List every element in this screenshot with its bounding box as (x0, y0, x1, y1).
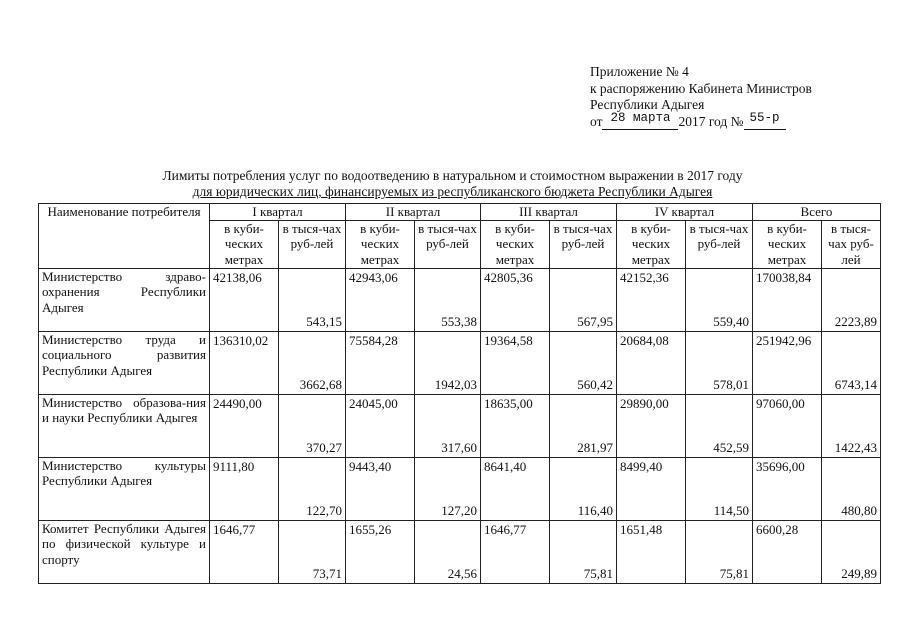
cost-cell (415, 520, 481, 583)
number-blank (744, 111, 786, 130)
volume-value: 18635,00 (484, 395, 533, 411)
cost-cell (415, 394, 481, 457)
cost-value: 553,38 (441, 314, 477, 329)
volume-cell (617, 268, 686, 331)
cost-value: 2223,89 (834, 314, 877, 329)
header-period: III квартал (481, 204, 617, 221)
consumer-name: Министерство труда и социального развития Республики Адыгея (39, 331, 210, 394)
cost-cell (822, 394, 881, 457)
table-row (39, 520, 881, 583)
cost-value: 1942,03 (434, 377, 477, 392)
appendix-republic: Республики Адыгея (590, 97, 705, 112)
cost-value: 560,42 (577, 377, 613, 392)
cost-value: 370,27 (306, 440, 342, 455)
volume-cell (346, 268, 415, 331)
cost-value: 75,81 (719, 566, 749, 581)
date-prefix: от (590, 113, 603, 129)
cost-cell (550, 394, 617, 457)
volume-value: 1646,77 (213, 521, 256, 537)
volume-cell (481, 331, 550, 394)
document-title (0, 168, 905, 200)
subheader-cost: в тыся-чах руб-лей (822, 220, 881, 268)
volume-cell (210, 331, 279, 394)
cost-value: 114,50 (713, 503, 749, 518)
subheader-volume: в куби-ческих метрах (346, 220, 415, 268)
title-line-1: Лимиты потребления услуг по водоотведению в натуральном и стоимостном выражении в 2017 году (162, 168, 743, 183)
volume-cell (346, 394, 415, 457)
volume-cell (617, 520, 686, 583)
cost-cell (279, 394, 346, 457)
cost-cell (550, 268, 617, 331)
cost-value: 116,40 (577, 503, 613, 518)
table-row (39, 268, 881, 331)
cost-value: 452,59 (713, 440, 749, 455)
header-period: I квартал (210, 204, 346, 221)
subheader-volume: в куби-ческих метрах (481, 220, 550, 268)
volume-cell (481, 268, 550, 331)
cost-value: 127,20 (441, 503, 477, 518)
cost-cell (822, 457, 881, 520)
volume-value: 42138,06 (213, 269, 262, 285)
cost-cell (686, 394, 753, 457)
volume-value: 9443,40 (349, 458, 392, 474)
volume-value: 24045,00 (349, 395, 398, 411)
volume-value: 24490,00 (213, 395, 262, 411)
title-line-2: для юридических лиц, финансируемых из республиканского бюджета Республики Адыгея (192, 184, 713, 199)
header-period: IV квартал (617, 204, 753, 221)
date-year: 2017 год № (678, 113, 744, 129)
volume-cell (753, 520, 822, 583)
cost-value: 317,60 (441, 440, 477, 455)
cost-cell (686, 331, 753, 394)
volume-cell (481, 457, 550, 520)
volume-cell (617, 331, 686, 394)
volume-value: 170038,84 (756, 269, 812, 285)
volume-value: 9111,80 (213, 458, 255, 474)
table-row (39, 394, 881, 457)
cost-cell (686, 520, 753, 583)
header-period-total: Всего (753, 204, 881, 221)
cost-cell (279, 457, 346, 520)
volume-value: 19364,58 (484, 332, 533, 348)
cost-cell (822, 268, 881, 331)
cost-value: 6743,14 (834, 377, 877, 392)
volume-cell (617, 394, 686, 457)
volume-value: 35696,00 (756, 458, 805, 474)
volume-value: 20684,08 (620, 332, 669, 348)
limits-table (38, 203, 881, 584)
cost-value: 480,80 (841, 503, 877, 518)
header-consumer-name: Наименование потребителя (39, 204, 210, 269)
subheader-cost: в тыся-чах руб-лей (686, 220, 753, 268)
volume-value: 75584,28 (349, 332, 398, 348)
cost-cell (822, 331, 881, 394)
cost-value: 559,40 (713, 314, 749, 329)
cost-value: 249,89 (841, 566, 877, 581)
subheader-volume: в куби-ческих метрах (617, 220, 686, 268)
cost-value: 24,56 (447, 566, 477, 581)
subheader-cost: в тыся-чах руб-лей (415, 220, 481, 268)
cost-cell (415, 331, 481, 394)
subheader-cost: в тыся-чах руб-лей (279, 220, 346, 268)
number-handwritten: 55-р (749, 111, 780, 125)
volume-cell (346, 331, 415, 394)
volume-cell (481, 394, 550, 457)
appendix-order-ref: к распоряжению Кабинета Министров (590, 80, 812, 96)
volume-cell (481, 520, 550, 583)
volume-value: 42152,36 (620, 269, 669, 285)
consumer-name: Министерство культуры Республики Адыгея (39, 457, 210, 520)
subheader-volume: в куби-ческих метрах (753, 220, 822, 268)
cost-cell (415, 457, 481, 520)
cost-value: 543,15 (306, 314, 342, 329)
volume-value: 136310,02 (213, 332, 269, 348)
cost-cell (279, 268, 346, 331)
cost-value: 73,71 (312, 566, 342, 581)
volume-value: 42805,36 (484, 269, 533, 285)
volume-value: 97060,00 (756, 395, 805, 411)
volume-cell (210, 457, 279, 520)
volume-value: 42943,06 (349, 269, 398, 285)
volume-value: 251942,96 (756, 332, 812, 348)
header-period: II квартал (346, 204, 481, 221)
consumer-name: Комитет Республики Адыгея по физической культуре и спорту (39, 520, 210, 583)
volume-cell (753, 394, 822, 457)
cost-value: 1422,43 (834, 440, 877, 455)
volume-value: 6600,28 (756, 521, 799, 537)
date-handwritten: 28 марта (610, 111, 671, 125)
volume-value: 1646,77 (484, 521, 527, 537)
volume-value: 8641,40 (484, 458, 527, 474)
cost-cell (415, 268, 481, 331)
cost-value: 3662,68 (299, 377, 342, 392)
volume-cell (753, 331, 822, 394)
cost-value: 578,01 (713, 377, 749, 392)
appendix-number: Приложение № 4 (590, 64, 689, 79)
subheader-cost: в тыся-чах руб-лей (550, 220, 617, 268)
volume-cell (210, 520, 279, 583)
cost-cell (686, 457, 753, 520)
appendix-header (590, 64, 812, 130)
volume-cell (617, 457, 686, 520)
consumer-name: Министерство здраво-охранения Республики Адыгея (39, 268, 210, 331)
appendix-date-line (590, 111, 812, 131)
date-blank (602, 111, 678, 130)
volume-value: 1651,48 (620, 521, 663, 537)
cost-cell (550, 520, 617, 583)
cost-value: 75,81 (583, 566, 613, 581)
cost-cell (279, 520, 346, 583)
volume-cell (753, 457, 822, 520)
volume-cell (346, 520, 415, 583)
table-row (39, 457, 881, 520)
cost-value: 567,95 (577, 314, 613, 329)
volume-cell (210, 268, 279, 331)
volume-value: 8499,40 (620, 458, 663, 474)
cost-cell (279, 331, 346, 394)
cost-cell (550, 457, 617, 520)
consumer-name: Министерство образова-ния и науки Республики Адыгея (39, 394, 210, 457)
cost-value: 281,97 (577, 440, 613, 455)
table-row (39, 331, 881, 394)
cost-cell (550, 331, 617, 394)
volume-cell (753, 268, 822, 331)
cost-value: 122,70 (306, 503, 342, 518)
volume-value: 29890,00 (620, 395, 669, 411)
cost-cell (822, 520, 881, 583)
subheader-volume: в куби-ческих метрах (210, 220, 279, 268)
cost-cell (686, 268, 753, 331)
volume-value: 1655,26 (349, 521, 392, 537)
volume-cell (210, 394, 279, 457)
volume-cell (346, 457, 415, 520)
